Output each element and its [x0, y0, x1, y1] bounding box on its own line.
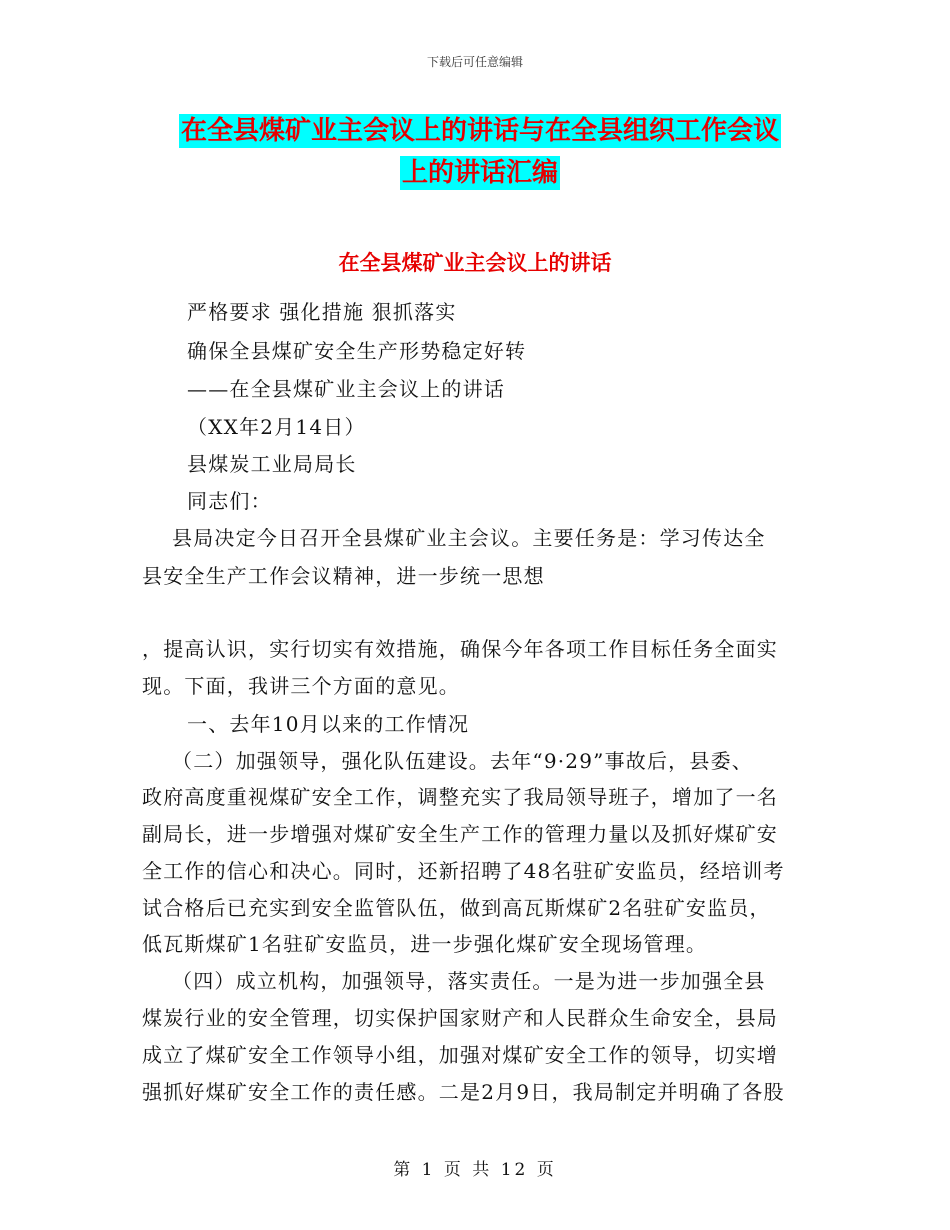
- header-note: 下载后可任意编辑: [426, 55, 523, 69]
- body-line: ——在全县煤矿业主会议上的讲话: [187, 377, 505, 401]
- body-line: 成立了煤矿安全工作领导小组，加强对煤矿安全工作的领导，切实增: [142, 1043, 778, 1067]
- body-line: 同志们：: [187, 489, 272, 513]
- body-line: 县煤炭工业局局长: [187, 452, 357, 476]
- document-title-line-1: 在全县煤矿业主会议上的讲话与在全县组织工作会议: [180, 116, 779, 146]
- body-line: 低瓦斯煤矿1名驻矿安监员，进一步强化煤矿安全现场管理。: [142, 932, 708, 956]
- page-footer: 第 1 页 共 12 页: [393, 1160, 557, 1180]
- body-line: 县局决定今日召开全县煤矿业主会议。主要任务是：学习传达全: [172, 526, 766, 550]
- body-line: 现。下面，我讲三个方面的意见。: [142, 674, 460, 698]
- body-line: 县安全生产工作会议精神，进一步统一思想: [142, 564, 545, 588]
- body-line: 政府高度重视煤矿安全工作，调整充实了我局领导班子，增加了一名: [142, 785, 778, 809]
- body-line: 强抓好煤矿安全工作的责任感。二是2月9日，我局制定并明确了各股: [142, 1080, 785, 1104]
- body-line: （二）加强领导，强化队伍建设。去年“9·29”事故后，县委、: [172, 749, 753, 773]
- body-line: 严格要求 强化措施 狠抓落实: [187, 300, 457, 324]
- body-line: 全工作的信心和决心。同时，还新招聘了48名驻矿安监员，经培训考: [142, 859, 785, 883]
- body-line: 副局长，进一步增强对煤矿安全生产工作的管理力量以及抓好煤矿安: [142, 822, 778, 846]
- section-title: 在全县煤矿业主会议上的讲话: [338, 251, 612, 275]
- document-title-line-2: 上的讲话汇编: [401, 158, 558, 188]
- body-line: 煤炭行业的安全管理，切实保护国家财产和人民群众生命安全，县局: [142, 1006, 778, 1030]
- document-title: [140, 110, 820, 194]
- body-line: （XX年2月14日）: [187, 415, 366, 439]
- body-line: ，提高认识，实行切实有效措施，确保今年各项工作目标任务全面实: [142, 637, 778, 661]
- body-line: 试合格后已充实到安全监管队伍，做到高瓦斯煤矿2名驻矿安监员，: [142, 896, 771, 920]
- body-line: （四）成立机构，加强领导，落实责任。一是为进一步加强全县: [172, 969, 766, 993]
- body-line: 确保全县煤矿安全生产形势稳定好转: [187, 339, 527, 363]
- body-line: 一、去年10月以来的工作情况: [187, 712, 470, 736]
